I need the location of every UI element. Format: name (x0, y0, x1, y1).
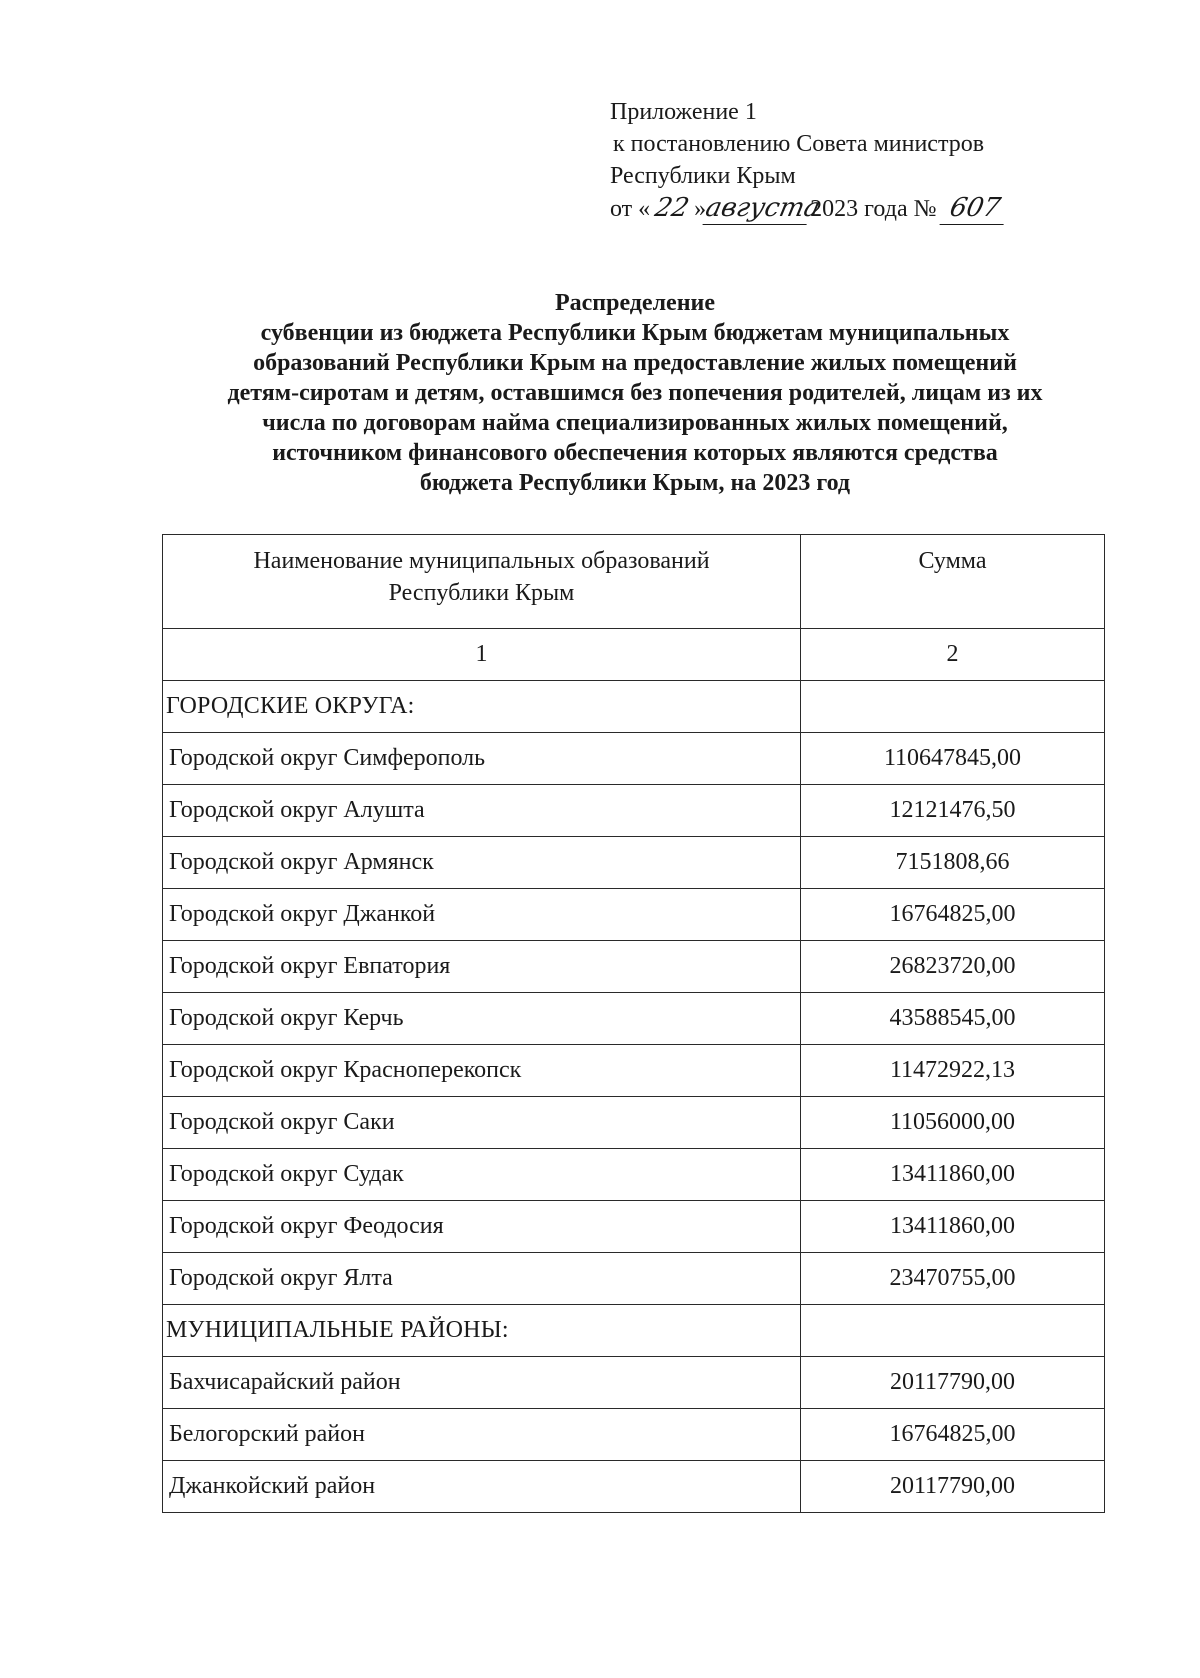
table-row (163, 993, 1105, 1045)
amount-cell: 26823720,00 (801, 941, 1105, 993)
amount-cell: 7151808,66 (801, 837, 1105, 889)
section-heading-cell: ГОРОДСКИЕ ОКРУГА: (163, 681, 801, 733)
amount-cell: 12121476,50 (801, 785, 1105, 837)
column-number: 2 (801, 629, 1105, 681)
date-suffix: 2023 года № (810, 196, 937, 222)
handwritten-doc-number: 607 (939, 192, 1010, 225)
municipality-name-cell: Городской округ Симферополь (163, 733, 801, 785)
amount-cell: 11056000,00 (801, 1097, 1105, 1149)
column-numbering-row (163, 629, 1105, 681)
table-row (163, 1097, 1105, 1149)
amount-cell: 43588545,00 (801, 993, 1105, 1045)
municipality-name-cell: Белогорский район (163, 1409, 801, 1461)
appendix-block (610, 96, 1007, 225)
amount-cell: 20117790,00 (801, 1461, 1105, 1513)
table-row (163, 1045, 1105, 1097)
title-heading: Распределение (554, 290, 716, 316)
title-line: бюджета Республики Крым, на 2023 год (419, 470, 851, 496)
title-line: детям-сиротам и детям, оставшимся без попечения родителей, лицам из их (227, 380, 1043, 406)
amount-cell (801, 681, 1105, 733)
table-row (163, 1253, 1105, 1305)
table-header-row (163, 535, 1105, 629)
municipality-name-cell: Городской округ Ялта (163, 1253, 801, 1305)
title-line: источником финансового обеспечения которых являются средства (272, 440, 998, 466)
title-line: числа по договорам найма специализированных жилых помещений, (262, 410, 1008, 436)
municipality-name-cell: Городской округ Алушта (163, 785, 801, 837)
table-row (163, 1149, 1105, 1201)
amount-cell (801, 1305, 1105, 1357)
municipality-name-cell: Городской округ Саки (163, 1097, 801, 1149)
distribution-table (162, 534, 1105, 1513)
municipality-name-cell: Джанкойский район (163, 1461, 801, 1513)
municipality-name-cell: Городской округ Судак (163, 1149, 801, 1201)
municipality-name-cell: Бахчисарайский район (163, 1357, 801, 1409)
table-row (163, 837, 1105, 889)
amount-cell: 13411860,00 (801, 1201, 1105, 1253)
appendix-date-line (610, 192, 1007, 225)
title-line: субвенции из бюджета Республики Крым бюджетам муниципальных (260, 320, 1010, 346)
table-row (163, 1461, 1105, 1513)
section-heading-cell: МУНИЦИПАЛЬНЫЕ РАЙОНЫ: (163, 1305, 801, 1357)
appendix-resolution-line: к постановлению Совета министров (613, 131, 985, 157)
table-row (163, 1409, 1105, 1461)
amount-cell: 20117790,00 (801, 1357, 1105, 1409)
handwritten-day: 22 (652, 193, 692, 223)
title-line: образований Республики Крым на предоставление жилых помещений (253, 350, 1017, 376)
header-amount-cell: Сумма (801, 535, 1105, 629)
document-title (150, 288, 1120, 498)
table-row (163, 1305, 1105, 1357)
table-row (163, 681, 1105, 733)
header-name-line: Наименование муниципальных образований (253, 548, 710, 574)
municipality-name-cell: Городской округ Евпатория (163, 941, 801, 993)
header-name-line: Республики Крым (388, 580, 575, 606)
column-number: 1 (163, 629, 801, 681)
municipality-name-cell: Городской округ Феодосия (163, 1201, 801, 1253)
table-row (163, 733, 1105, 785)
amount-cell: 16764825,00 (801, 889, 1105, 941)
table-row (163, 785, 1105, 837)
date-prefix: от « (610, 196, 651, 222)
table-row (163, 1201, 1105, 1253)
amount-cell: 16764825,00 (801, 1409, 1105, 1461)
table-row (163, 941, 1105, 993)
municipality-name-cell: Городской округ Армянск (163, 837, 801, 889)
municipality-name-cell: Городской округ Джанкой (163, 889, 801, 941)
municipality-name-cell: Городской округ Красноперекопск (163, 1045, 801, 1097)
appendix-republic-line: Республики Крым (610, 163, 796, 189)
date-separator: » (694, 196, 707, 222)
header-name-cell (163, 535, 801, 629)
table-row (163, 1357, 1105, 1409)
municipality-name-cell: Городской округ Керчь (163, 993, 801, 1045)
handwritten-month: августа (703, 193, 824, 223)
table-row (163, 889, 1105, 941)
appendix-title: Приложение 1 (610, 99, 757, 125)
amount-cell: 13411860,00 (801, 1149, 1105, 1201)
amount-cell: 11472922,13 (801, 1045, 1105, 1097)
amount-cell: 23470755,00 (801, 1253, 1105, 1305)
amount-cell: 110647845,00 (801, 733, 1105, 785)
